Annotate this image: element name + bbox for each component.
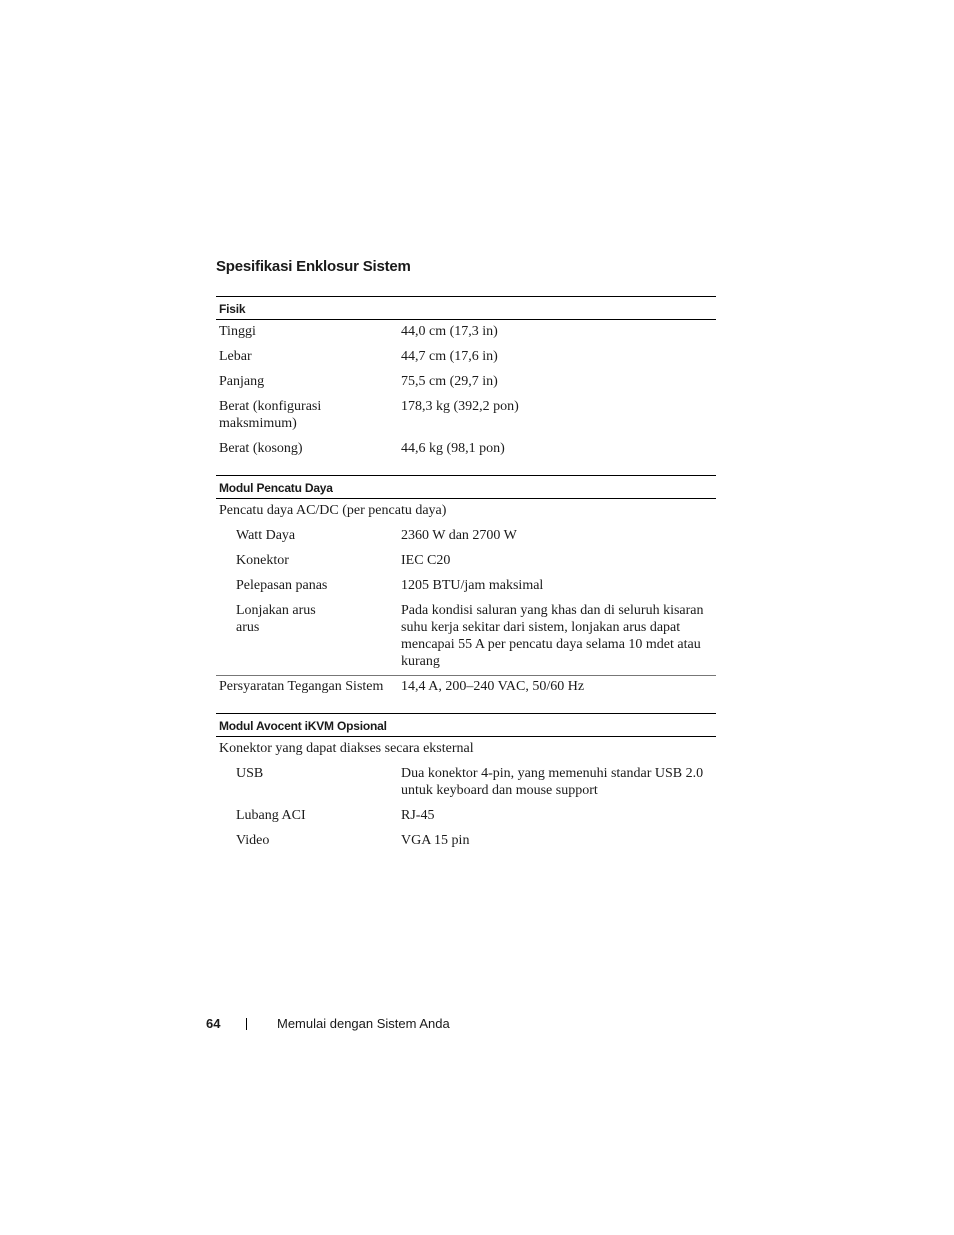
group-label: Pencatu daya AC/DC (per pencatu daya) [219,503,447,518]
row-label: Berat (konfigurasi maksmimum) [219,399,322,431]
row-value: 1205 BTU/jam maksimal [401,578,544,593]
row-label: Konektor [236,553,289,568]
row-value: Dua konektor 4-pin, yang memenuhi standar USB 2.0 untuk keyboard dan mouse support [401,766,704,798]
row-value: Pada kondisi saluran yang khas dan di seluruh kisaran suhu kerja sekitar dari sistem, lonjakan arus dapat mencapai 55 A per pencatu daya selama 10 mdet atau kurang [401,603,704,669]
row-value: 14,4 A, 200–240 VAC, 50/60 Hz [401,679,585,694]
row-label: USB [236,766,264,781]
row-value: VGA 15 pin [401,833,470,848]
row-label: Pelepasan panas [236,578,328,593]
row-value: 75,5 cm (29,7 in) [401,374,498,389]
section-heading-daya: Modul Pencatu Daya [216,475,716,499]
table-row [216,804,716,829]
spec-table-ikvm [216,713,716,854]
group-row [216,499,716,524]
row-label: Persyaratan Tegangan Sistem [219,679,384,694]
row-value: 44,0 cm (17,3 in) [401,324,498,339]
row-label: Lebar [219,349,252,364]
row-label: Tinggi [219,324,256,339]
row-value: 44,7 cm (17,6 in) [401,349,498,364]
table-row [216,395,716,437]
section-heading-ikvm: Modul Avocent iKVM Opsional [216,713,716,737]
row-value: 2360 W dan 2700 W [401,528,517,543]
table-row [216,524,716,549]
page-number: 64 [206,1016,221,1031]
group-row [216,737,716,762]
page-title: Spesifikasi Enklosur Sistem [216,258,411,275]
table-row [216,829,716,854]
spec-table-daya [216,475,716,700]
table-row [216,320,716,345]
row-label: Panjang [219,374,265,389]
group-label: Konektor yang dapat diakses secara eksternal [219,741,474,756]
row-value: RJ-45 [401,808,435,823]
row-value: 178,3 kg (392,2 pon) [401,399,519,414]
table-row [216,549,716,574]
table-row [216,599,716,675]
row-label: Video [236,833,270,848]
footer-title: Memulai dengan Sistem Anda [277,1016,450,1031]
row-value: 44,6 kg (98,1 pon) [401,441,505,456]
footer-divider [246,1018,247,1030]
spec-table-fisik [216,296,716,462]
table-row [216,345,716,370]
table-row [216,370,716,395]
row-label: Berat (kosong) [219,441,303,456]
row-label: Watt Daya [236,528,296,543]
table-row [216,675,716,700]
section-heading-fisik: Fisik [216,296,716,320]
table-row [216,762,716,804]
table-row [216,574,716,599]
row-value: IEC C20 [401,553,451,568]
table-row [216,437,716,462]
row-label: Lonjakan arus arus [236,603,316,635]
row-label: Lubang ACI [236,808,306,823]
